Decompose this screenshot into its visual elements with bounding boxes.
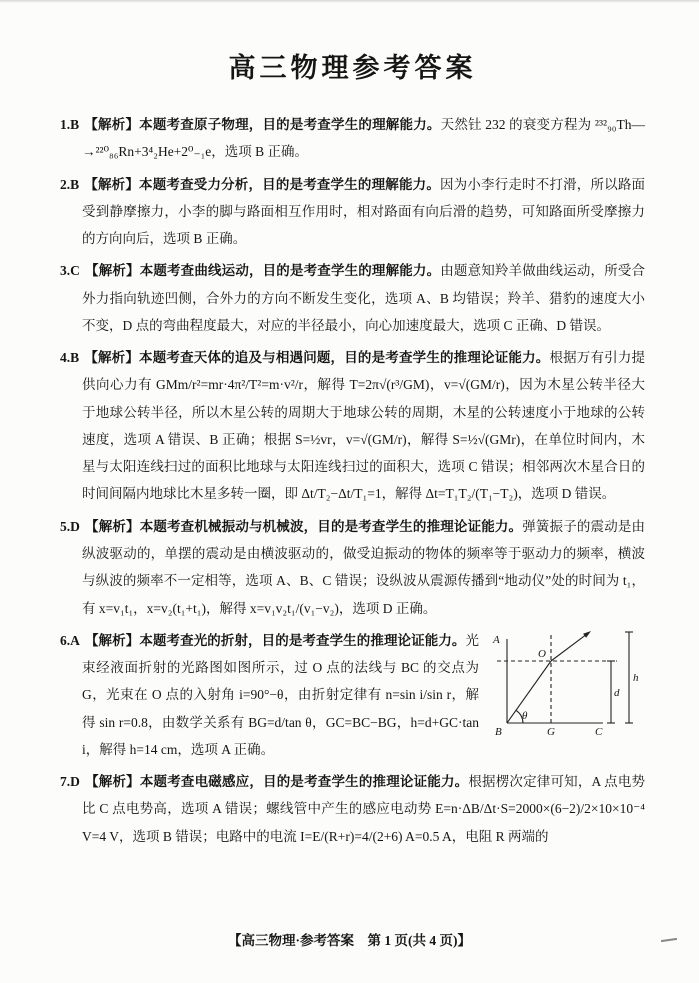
- analysis-intro: 本题考查曲线运动，目的是考查学生的理解能力。: [139, 263, 441, 279]
- answer-item-2: [60, 171, 645, 253]
- answer-paragraph: [60, 344, 645, 508]
- answer-item-3: [60, 257, 645, 339]
- answer-body: 由题意知羚羊做曲线运动，所受合外力指向轨迹凹侧，合外力的方向不断发生变化，选项 A、B 均错误；羚羊、猎豹的速度大小不变，D 点的弯曲程度最大，对应的半径最小，向心加速度最大，选项 C 正确、D 错误。: [82, 263, 646, 333]
- answer-body: 光束经液面折射的光路图如图所示，过 O 点的法线与 BC 的交点为 G，光束在 O 点的入射角 i=90°−θ，由折射定律有 n=sin i/sin r，解得 sin r=0.8，由数学关系有 BG=d/tan θ，GC=BC−BG，h=d+GC·tan i，解得 h=14 cm，选项 A 正确。: [82, 632, 479, 757]
- answer-body: 根据楞次定律可知，A 点电势比 C 点电势高，选项 A 错误；螺线管中产生的感应电动势 E=n·ΔB/Δt·S=2000×(6−2)/2×10×10⁻⁴ V=4 V，选项 B 错误；电路中的电流 I=E/(R+r)=4/(2+6) A=0.5 A，电阻 R 两端的: [82, 774, 646, 844]
- answer-body: 天然钍 232 的衰变方程为 ²³²₉₀Th—→²²⁰₈₆Rn+3⁴₂He+2⁰₋₁e，选项 B 正确。: [82, 117, 645, 160]
- answer-paragraph: [60, 171, 645, 253]
- analysis-tag: 【解析】: [84, 518, 140, 534]
- answer-number: 5.D: [60, 518, 80, 534]
- answer-number: 1.B: [60, 117, 80, 132]
- analysis-tag: 【解析】: [84, 774, 140, 790]
- page-footer: 【高三物理·参考答案 第 1 页(共 4 页)】: [228, 933, 471, 948]
- analysis-tag: 【解析】: [84, 176, 140, 192]
- answer-paragraph: [60, 513, 645, 622]
- answer-number: 7.D: [60, 774, 80, 790]
- answer-item-7: [60, 768, 645, 850]
- answer-paragraph: [60, 257, 645, 339]
- answer-paragraph: [60, 111, 645, 166]
- analysis-intro: 本题考查光的折射，目的是考查学生的推理论证能力。: [139, 632, 466, 648]
- analysis-intro: 本题考查受力分析，目的是考查学生的理解能力。: [139, 176, 440, 192]
- analysis-intro: 本题考查原子物理，目的是考查学生的理解能力。: [139, 117, 441, 132]
- answer-body: 因为小李行走时不打滑，所以路面受到静摩擦力，小李的脚与路面相互作用时，相对路面有向后滑的趋势，可知路面所受摩擦力的方向向后，选项 B 正确。: [82, 176, 646, 247]
- analysis-intro: 本题考查机械振动与机械波，目的是考查学生的推理论证能力。: [139, 518, 523, 534]
- answer-body: 弹簧振子的震动是由纵波驱动的，单摆的震动是由横波驱动的，做受迫振动的物体的频率等于驱动力的频率，横波与纵波的频率不一定相等，选项 A、B、C 错误；设纵波从震源传播到“地动仪”处的时间为 t₁，有 x=v₁t₁，x=v₂(t₁+t₁)，解得 x=v₁v₂t₁/(v₁−v₂)，选项 D 正确。: [82, 518, 646, 616]
- figure-label-B: B: [495, 725, 502, 738]
- refraction-figure-svg: [489, 629, 645, 741]
- answer-paragraph: [60, 768, 645, 850]
- answer-body: 根据万有引力提供向心力有 GMm/r²=mr·4π²/T²=m·v²/r，解得 T=2π√(r³/GM)，v=√(GM/r)，因为木星公转半径大于地球公转半径，所以木星公转的周期大于地球公转的周期，木星的公转速度小于地球的公转速度，选项 A 错误、B 正确；根据 S=½vr，v=√(GM/r)，解得 S=½√(GMr)，在单位时间内，木星与太阳连线扫过的面积比地球与太阳连线扫过的面积大，选项 C 错误；相邻两次木星合日的时间间隔内地球比木星多转一圈，即 Δt/T₂−Δt/T₁=1，解得 Δt=T₁T₂/(T₁−T₂)，选项 D 错误。: [82, 350, 646, 502]
- figure-label-theta: θ: [522, 709, 528, 722]
- analysis-tag: 【解析】: [84, 632, 140, 648]
- ray-arrowhead: [583, 631, 591, 638]
- analysis-tag: 【解析】: [84, 350, 140, 366]
- analysis-intro: 本题考查电磁感应，目的是考查学生的推理论证能力。: [139, 774, 469, 790]
- figure-label-A: A: [493, 633, 500, 646]
- answer-number: 4.B: [60, 350, 80, 366]
- answer-number: 3.C: [60, 263, 80, 279]
- figure-label-C: C: [595, 725, 603, 738]
- page-title: 高三物理参考答案: [228, 53, 477, 83]
- answer-item-6: [60, 627, 645, 763]
- answer-number: 6.A: [60, 632, 80, 648]
- answer-paragraph: [60, 627, 645, 763]
- answer-number: 2.B: [60, 176, 80, 192]
- figure-label-O: O: [538, 647, 546, 660]
- answer-item-4: [60, 344, 645, 508]
- answer-item-5: [60, 513, 645, 622]
- answer-item-1: [60, 111, 645, 166]
- analysis-tag: 【解析】: [84, 117, 140, 132]
- refraction-diagram: [489, 629, 645, 743]
- analysis-intro: 本题考查天体的追及与相遇问题，目的是考查学生的推理论证能力。: [139, 350, 550, 366]
- figure-label-h: h: [633, 671, 639, 684]
- analysis-tag: 【解析】: [84, 263, 140, 279]
- figure-label-d: d: [614, 686, 620, 699]
- figure-label-G: G: [547, 725, 555, 738]
